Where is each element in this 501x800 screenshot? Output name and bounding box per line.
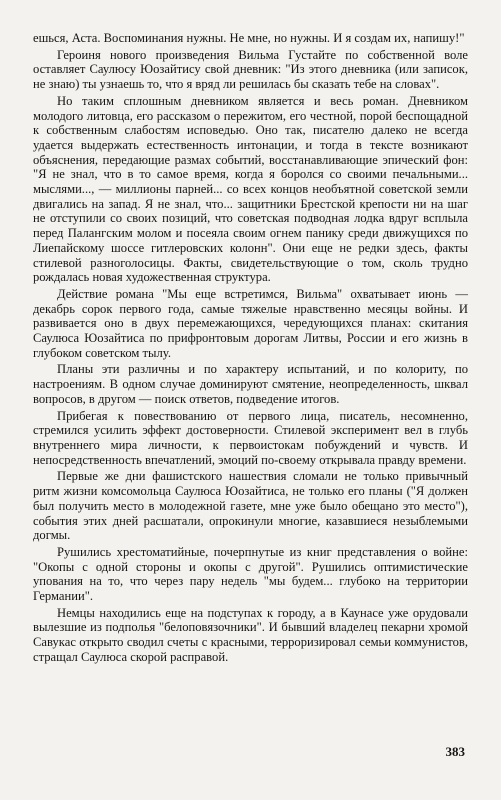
paragraph-novel-as-diary: Но таким сплошным дневником является и весь роман. Дневником молодого литовца, его рассказом о пережитом, его честной, порой беспощадной к собственным слабостям исповедью. Оно так, писателю далеко не всегда удается выдержать естественность интонации, и тогда в тексте возникают объяснения, передающие размах событий, восстанавливающие эпический фон: "Я не знал, что в то самое время, когда я боролся со своими печальными... мыслями..., — миллионы парней... со всех концов необъятной советской земли двигались на запад. Я не знал, что... защитники Брестской крепости ни на шаг не отступили со своих позиций, что советская подводная лодка вдруг всплыла перед Палангским молом и посеяла своим огнем панику среди движущихся по Лиепайскому шоссе гитлеровских колонн". Они еще не редки здесь, факты стилевой разноголосицы. Факты, свидетельствующие о том, сколь трудно рождалась новая художественная структура. bbox=[33, 93, 468, 285]
paragraph-diary-intro: Героиня нового произведения Вильма Густайте по собственной воле оставляет Саулюсу Юозайтису свой дневник: "Из этого дневника (или записок, не знаю) ты узнаешь то, что я вряд ли решилась бы сказать тебе на словах". bbox=[33, 47, 468, 92]
page-number: 383 bbox=[445, 744, 465, 759]
paragraph-collapsed-notions: Рушились хрестоматийные, почерпнутые из книг представления о войне: "Окопы с одной стороны и окопы с другой". Рушились оптимистические упования на то, что через пару недель "мы будем... глубоко на территории Германии". bbox=[33, 544, 468, 604]
paragraph-continued: ешься, Аста. Воспоминания нужны. Не мне, но нужны. И я создам их, напишу!" bbox=[33, 31, 465, 45]
paragraph-kaunas: Немцы находились еще на подступах к городу, а в Каунасе уже орудовали вылезшие из подполья "белоповязочники". И бывший владелец пекарни хромой Савукас открыто сводил счеты с красными, терроризировал семьи коммунистов, стращал Саулюса скорой расправой. bbox=[33, 605, 468, 664]
paragraph-first-days: Первые же дни фашистского нашествия сломали не только привычный ритм жизни комсомольца Саулюса Юозайтиса, не только его планы ("Я должен был получить место в молодежной газете, мне уже было обещано это место"), события этих дней расшатали, опрокинули многие, казавшиеся незыблемыми догмы. bbox=[33, 469, 468, 543]
paragraph-first-person: Прибегая к повествованию от первого лица, писатель, несомненно, стремился усилить эффект достоверности. Стилевой эксперимент вел в глубь внутреннего мира личности, к первоистокам побуждений и чувств. И непосредственность впечатлений, эмоций по-своему открывала правду времени. bbox=[33, 408, 468, 467]
paragraph-action-period: Действие романа "Мы еще встретимся, Вильма" охватывает июнь — декабрь сорок первого года, самые тяжелые нравственно месяцы войны. И развивается оно в двух перемежающихся, чередующихся планах: скитания Саулюса Юозайтиса по прифронтовым дорогам Литвы, России и его жизнь в глубоком советском тылу. bbox=[33, 286, 468, 360]
body-text bbox=[33, 31, 468, 667]
paragraph-plans: Планы эти различны и по характеру испытаний, и по колориту, по настроениям. В одном случае доминируют смятение, неопределенность, шквал вопросов, в другом — поиск ответов, подведение итогов. bbox=[33, 362, 468, 406]
